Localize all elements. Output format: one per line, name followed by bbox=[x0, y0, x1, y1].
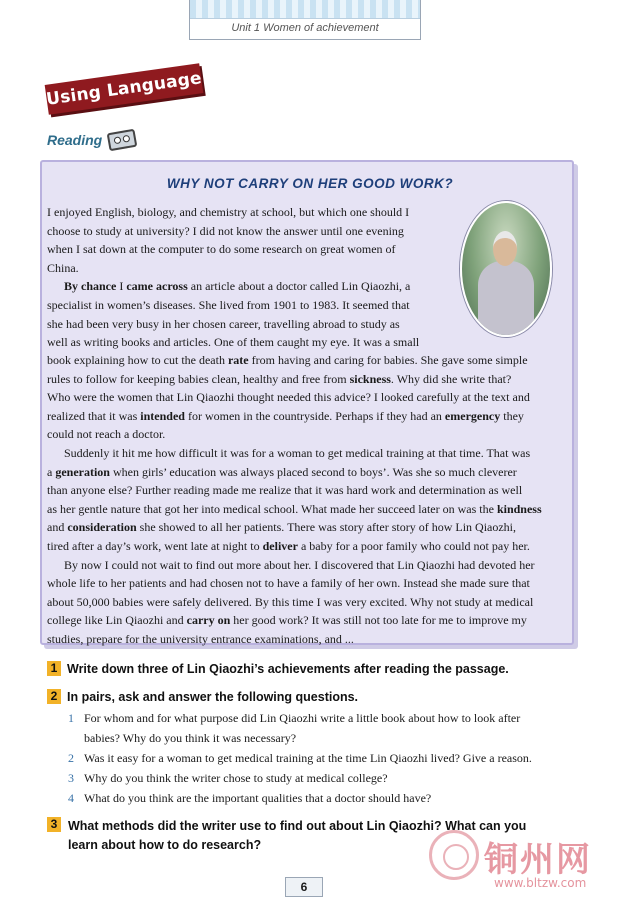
question-item: 2 Was it easy for a woman to get medical training at the time Lin Qiaozhi lived? Give a reason. bbox=[68, 751, 532, 765]
portrait-photo bbox=[460, 201, 552, 337]
section-banner-text: Using Language bbox=[45, 68, 203, 110]
watermark-url: www.bltzw.com bbox=[494, 876, 587, 890]
question-item: 3 Why do you think the writer chose to study at medical college? bbox=[68, 771, 388, 785]
question-item: 1 For whom and for what purpose did Lin Qiaozhi write a little book about how to look after babies? Why do you think it was necessary? bbox=[68, 711, 521, 745]
exercise-3: What methods did the writer use to find out about Lin Qiaozhi? What can you learn about how to do research? bbox=[68, 819, 527, 852]
cassette-tape-icon bbox=[107, 129, 138, 152]
header-decoration bbox=[190, 0, 420, 19]
exercise-1: 1 Write down three of Lin Qiaozhi’s achievements after reading the passage. bbox=[47, 661, 509, 676]
unit-header bbox=[189, 0, 421, 40]
page-number: 6 bbox=[285, 877, 323, 897]
exercise-number-badge: 1 bbox=[47, 661, 61, 676]
passage-paragraph-1: I enjoyed English, biology, and chemistry at school, but which one should I choose to study at university? I did not know the answer until one evening when I sat down at the computer to do some research on great women of China. By chance I came across an article about a doctor called Lin Qiaozhi, a specialist in women’s diseases. She lived from 1901 to 1983. It seemed that she had been very busy in her chosen career, travelling abroad to study as well as writing books and articles. One of them caught my eye. It was a small bbox=[47, 205, 420, 350]
reading-label: Reading bbox=[47, 132, 103, 148]
exercise-3-badge-row bbox=[47, 817, 67, 832]
watermark-name: 铜州网 bbox=[484, 840, 592, 880]
exercise-2: 2 In pairs, ask and answer the following questions. bbox=[47, 689, 358, 704]
question-item: 4 What do you think are the important qualities that a doctor should have? bbox=[68, 791, 432, 805]
exercise-number-badge: 3 bbox=[47, 817, 61, 832]
exercise-number-badge: 2 bbox=[47, 689, 61, 704]
reading-title: WHY NOT CARRY ON HER GOOD WORK? bbox=[166, 176, 454, 191]
portrait-figure-head bbox=[493, 231, 517, 266]
unit-title: Unit 1 Women of achievement bbox=[231, 22, 379, 34]
exercise-2-questions bbox=[68, 708, 578, 808]
section-banner bbox=[45, 63, 204, 114]
portrait-figure-body bbox=[478, 261, 534, 337]
watermark-seal-icon bbox=[429, 830, 479, 880]
passage-paragraph-2-4: book explaining how to cut the death rate from having and caring for babies. She gave some simple rules to follow for keeping babies clean, healthy and free from sickness. Why did she write that? Who were the women that Lin Qiaozhi thought needed this advice? I looked carefully at the text and realized that it was intended for women in the countryside. Perhaps if they had an emergency they could not reach a doctor. Suddenly it hit me how difficult it was for a woman to get medical training at that time. That was a generation when girls’ education was always placed second to boys’. Was she so much cleverer than anyone else? Further reading made me realize that it was hard work and determination as well as her gentle nature that got her into medical school. What made her succeed later on was the kindness and consideration she showed to all her patients. There was story after story of how Lin Qiaozhi, tired after a day’s work, went late at night to deliver a baby for a poor family who could not pay her. By now I could not wait to find out more about her. I discovered that Lin Qiaozhi had devoted her whole life to her patients and had chosen not to have a family of her own. Instead she made sure that about 50,000 babies were safely delivered. By this time I was very excited. Why not study at medical college like Lin Qiaozhi and carry on her good work? It was still not too late for me to improve my studies, prepare for the university entrance examinations, and ... bbox=[47, 353, 542, 646]
